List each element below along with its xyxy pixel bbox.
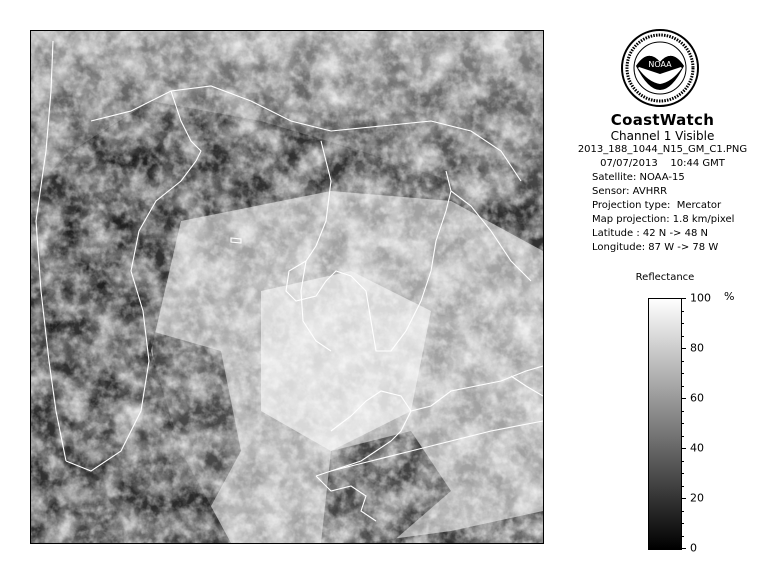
- colorbar-minor-tick: [681, 386, 684, 387]
- colorbar-minor-tick: [681, 461, 684, 462]
- filename-text: 2013_188_1044_N15_GM_C1.PNG: [577, 144, 748, 155]
- app-title: CoastWatch: [610, 111, 715, 129]
- colorbar-unit: %: [724, 290, 735, 303]
- colorbar-minor-tick: [681, 323, 684, 324]
- colorbar-minor-tick: [681, 536, 684, 537]
- map-projection-text: Map projection: 1.8 km/pixel: [592, 214, 735, 225]
- colorbar-ticks: [681, 291, 731, 555]
- colorbar-minor-tick: [681, 373, 684, 374]
- colorbar-minor-tick: [681, 511, 684, 512]
- colorbar-title: Reflectance: [635, 272, 695, 283]
- colorbar-minor-tick: [681, 473, 684, 474]
- colorbar-minor-tick: [681, 423, 684, 424]
- colorbar-minor-tick: [681, 411, 684, 412]
- noaa-logo: [620, 28, 700, 108]
- colorbar-minor-tick: [681, 523, 684, 524]
- image-metadata: [560, 112, 765, 255]
- colorbar-minor-tick: [681, 486, 684, 487]
- satellite-imagery: [31, 31, 543, 543]
- latitude-text: Latitude : 42 N -> 48 N: [592, 228, 708, 239]
- satellite-text: Satellite: NOAA-15: [592, 172, 685, 183]
- sensor-text: Sensor: AVHRR: [592, 186, 668, 197]
- colorbar-tick-label: 100: [690, 291, 711, 305]
- channel-label: Channel 1 Visible: [610, 129, 715, 143]
- projection-type-text: Projection type: Mercator: [592, 200, 722, 211]
- colorbar-tick-label: 60: [690, 391, 704, 405]
- satellite-map: [30, 30, 544, 544]
- logo-center-text: NOAA: [648, 60, 672, 69]
- colorbar-tick-label: 40: [690, 441, 704, 455]
- reflectance-colorbar: [648, 298, 682, 550]
- colorbar-tick-label: 80: [690, 341, 704, 355]
- colorbar-minor-tick: [681, 336, 684, 337]
- colorbar-minor-tick: [681, 361, 684, 362]
- colorbar-minor-tick: [681, 398, 684, 399]
- colorbar-minor-tick: [681, 436, 684, 437]
- colorbar-minor-tick: [681, 298, 684, 299]
- colorbar-minor-tick: [681, 498, 684, 499]
- colorbar-tick-label: 0: [690, 541, 697, 555]
- colorbar-minor-tick: [681, 311, 684, 312]
- noaa-emblem: [620, 28, 700, 108]
- colorbar-minor-tick: [681, 348, 684, 349]
- datetime-text: 07/07/2013 10:44 GMT: [600, 158, 725, 169]
- colorbar-tick-label: 20: [690, 491, 704, 505]
- colorbar-minor-tick: [681, 548, 684, 549]
- colorbar-minor-tick: [681, 448, 684, 449]
- longitude-text: Longitude: 87 W -> 78 W: [592, 242, 719, 253]
